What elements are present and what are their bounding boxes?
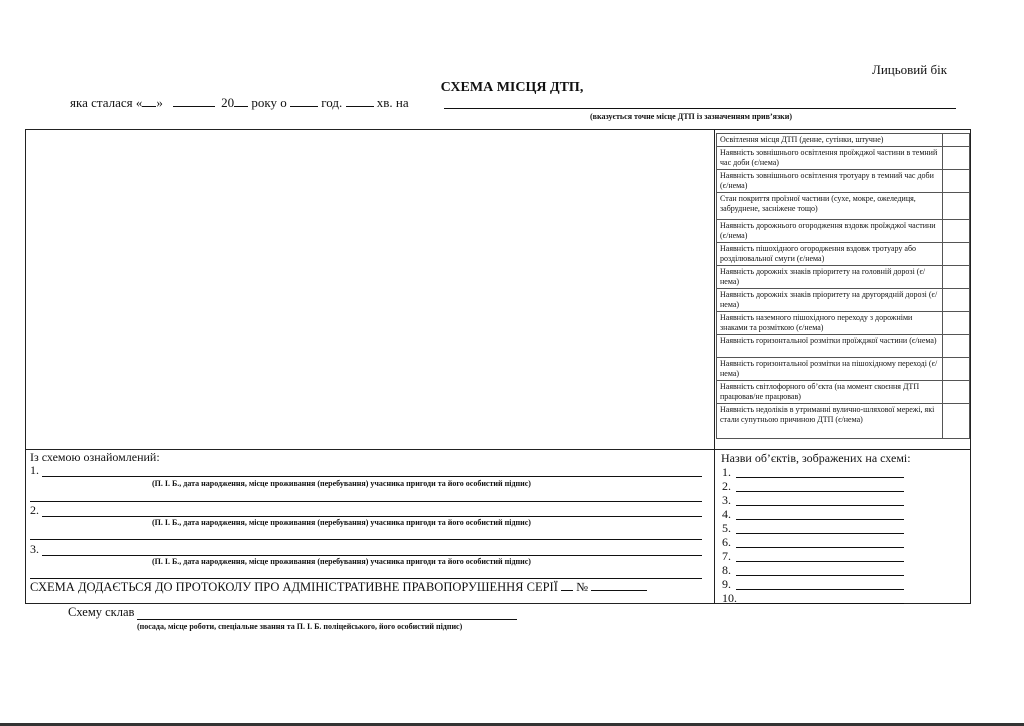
protocol-line	[30, 580, 647, 595]
participant-1-line-a[interactable]	[42, 476, 702, 477]
participant-1-caption: (П. І. Б., дата народження, місце проживання (перебування) учасника пригоди та його особистий підпис)	[152, 479, 531, 488]
condition-row	[717, 170, 970, 193]
condition-row	[717, 193, 970, 220]
participant-2-line-a[interactable]	[42, 516, 702, 517]
date-prefix: яка сталася «	[70, 95, 143, 110]
condition-row	[717, 358, 970, 381]
condition-value-cell[interactable]	[943, 358, 970, 381]
condition-label: Наявність горизонтальної розмітки проїжджої частини (є/нема)	[717, 335, 943, 358]
object-number: 9.	[722, 577, 731, 591]
form-title: СХЕМА МІСЦЯ ДТП,	[440, 80, 584, 95]
participant-3-line-b[interactable]	[30, 578, 702, 579]
condition-row	[717, 147, 970, 170]
object-name-field[interactable]	[736, 575, 904, 576]
object-name-field[interactable]	[736, 547, 904, 548]
condition-value-cell[interactable]	[943, 404, 970, 439]
object-number: 6.	[722, 535, 731, 549]
object-name-field[interactable]	[736, 505, 904, 506]
frame-divider-horizontal	[25, 449, 971, 450]
composed-label: Схему склав	[68, 605, 135, 619]
minute-field[interactable]	[346, 95, 374, 107]
hour-field[interactable]	[290, 95, 318, 107]
day-field[interactable]	[142, 95, 156, 107]
condition-value-cell[interactable]	[943, 193, 970, 220]
protocol-series-field[interactable]	[561, 580, 573, 591]
accident-date-line	[70, 95, 409, 111]
composed-field[interactable]	[137, 619, 517, 620]
condition-value-cell[interactable]	[943, 335, 970, 358]
object-name-field[interactable]	[736, 589, 904, 590]
location-field[interactable]	[444, 95, 956, 109]
condition-row	[717, 220, 970, 243]
scheme-drawing-area[interactable]	[26, 130, 714, 449]
condition-row	[717, 404, 970, 439]
participant-3-caption: (П. І. Б., дата народження, місце проживання (перебування) учасника пригоди та його особистий підпис)	[152, 557, 531, 566]
month-field[interactable]	[173, 95, 215, 107]
condition-label: Наявність дорожніх знаків пріоритету на головній дорозі (є/нема)	[717, 266, 943, 289]
condition-row	[717, 134, 970, 147]
year-field[interactable]	[234, 95, 248, 107]
participant-2-line-b[interactable]	[30, 539, 702, 540]
century-prefix: 20	[221, 95, 235, 110]
object-number: 1.	[722, 465, 731, 479]
object-name-field[interactable]	[736, 491, 904, 492]
objects-heading: Назви об’єктів, зображених на схемі:	[721, 451, 911, 465]
object-number: 3.	[722, 493, 731, 507]
condition-value-cell[interactable]	[943, 170, 970, 193]
condition-value-cell[interactable]	[943, 134, 970, 147]
frame-divider-vertical	[714, 129, 715, 604]
object-name-field[interactable]	[736, 561, 904, 562]
protocol-text: СХЕМА ДОДАЄТЬСЯ ДО ПРОТОКОЛУ ПРО АДМІНІСТРАТИВНЕ ПРАВОПОРУШЕННЯ СЕРІЇ	[30, 580, 558, 594]
condition-row	[717, 335, 970, 358]
object-name-field[interactable]	[736, 533, 904, 534]
condition-label: Наявність зовнішнього освітлення тротуару в темний час доби (є/нема)	[717, 170, 943, 193]
participant-2-number: 2.	[30, 503, 39, 517]
condition-row	[717, 243, 970, 266]
composed-caption: (посада, місце роботи, спеціальне звання та П. І. Б. поліцейського, його особистий підпис)	[137, 622, 463, 631]
date-quote-close: »	[156, 95, 163, 110]
condition-label: Освітлення місця ДТП (денне, сутінки, штучне)	[717, 134, 943, 147]
object-name-field[interactable]	[736, 519, 904, 520]
condition-label: Наявність зовнішнього освітлення проїжджої частини в темний час доби (є/нема)	[717, 147, 943, 170]
condition-row	[717, 266, 970, 289]
time-prefix: року о	[251, 95, 287, 110]
participant-2-caption: (П. І. Б., дата народження, місце проживання (перебування) учасника пригоди та його особистий підпис)	[152, 518, 531, 527]
object-number: 10.	[722, 591, 737, 605]
condition-row	[717, 312, 970, 335]
acquainted-heading: Із схемою ознайомлений:	[30, 450, 160, 464]
protocol-no-label: №	[576, 580, 589, 594]
condition-value-cell[interactable]	[943, 312, 970, 335]
object-number: 2.	[722, 479, 731, 493]
participant-1-number: 1.	[30, 463, 39, 477]
condition-label: Наявність дорожніх знаків пріоритету на другорядній дорозі (є/нема)	[717, 289, 943, 312]
condition-value-cell[interactable]	[943, 220, 970, 243]
condition-label: Наявність світлофорного об’єкта (на момент скоєння ДТП працював/не працював)	[717, 381, 943, 404]
condition-value-cell[interactable]	[943, 266, 970, 289]
object-name-field[interactable]	[736, 477, 904, 478]
object-number: 5.	[722, 521, 731, 535]
participant-1-line-b[interactable]	[30, 501, 702, 502]
participant-3-line-a[interactable]	[42, 555, 702, 556]
condition-row	[717, 289, 970, 312]
condition-label: Стан покриття проїзної частини (сухе, мокре, ожеледиця, забруднене, засніжене тощо)	[717, 193, 943, 220]
minute-label: хв. на	[376, 95, 409, 110]
condition-label: Наявність дорожнього огородження вздовж проїжджої частини (є/нема)	[717, 220, 943, 243]
hour-label: год.	[321, 95, 343, 110]
condition-value-cell[interactable]	[943, 147, 970, 170]
participant-3-number: 3.	[30, 542, 39, 556]
location-note: (вказується точне місце ДТП із зазначенням прив’язки)	[590, 112, 793, 121]
object-number: 8.	[722, 563, 731, 577]
object-name-field[interactable]	[736, 603, 904, 604]
road-conditions-table	[716, 133, 970, 439]
condition-label: Наявність недоліків в утриманні вулично-шляхової мережі, які стали супутньою причиною ДТП (є/нема)	[717, 404, 943, 439]
condition-row	[717, 381, 970, 404]
side-label: Лицьовий бік	[872, 62, 948, 77]
object-number: 4.	[722, 507, 731, 521]
condition-label: Наявність наземного пішохідного переходу з дорожніми знаками та розміткою (є/нема)	[717, 312, 943, 335]
condition-value-cell[interactable]	[943, 243, 970, 266]
condition-label: Наявність пішохідного огородження вздовж тротуару або розділювальної смуги (є/нема)	[717, 243, 943, 266]
object-number: 7.	[722, 549, 731, 563]
condition-value-cell[interactable]	[943, 381, 970, 404]
protocol-number-field[interactable]	[591, 580, 647, 591]
condition-value-cell[interactable]	[943, 289, 970, 312]
condition-label: Наявність горизонтальної розмітки на пішохідному переході (є/нема)	[717, 358, 943, 381]
